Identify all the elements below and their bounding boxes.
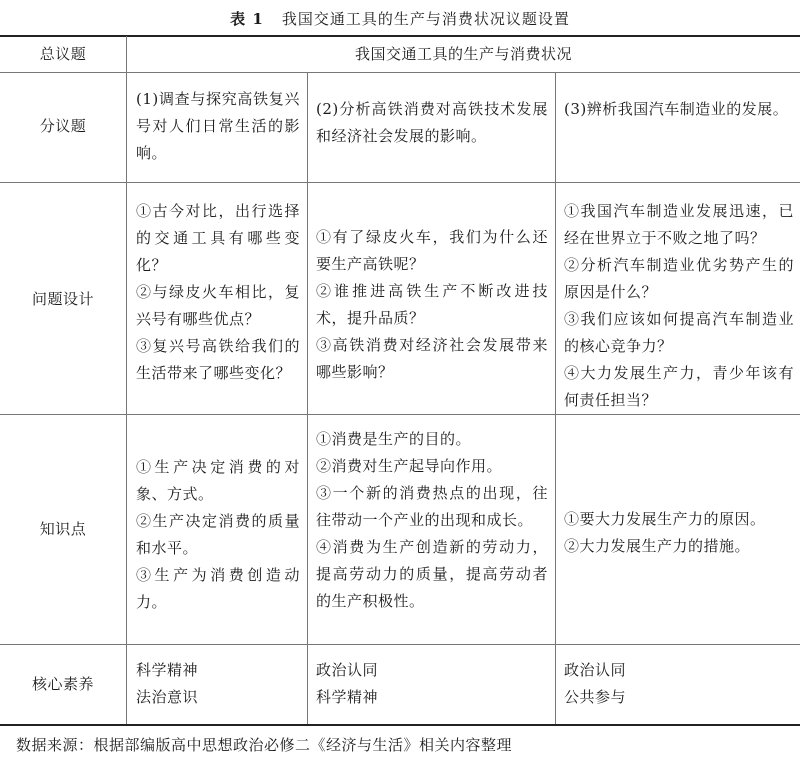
question-item: ①我国汽车制造业发展迅速，已经在世界立于不败之地了吗？ bbox=[564, 202, 794, 247]
header-row-label: 总议题 bbox=[39, 45, 87, 63]
literacy-cell bbox=[316, 657, 548, 711]
sub-topic-1: (1)调查与探究高铁复兴号对人们日常生活的影响。 bbox=[136, 90, 300, 162]
knowledge-item: ③一个新的消费热点的出现，往往带动一个产业的出现和成长。 bbox=[316, 484, 548, 529]
knowledge-item: ④消费为生产创造新的劳动力，提高劳动力的质量，提高劳动者的生产积极性。 bbox=[316, 538, 548, 610]
literacy-item: 科学精神 bbox=[136, 661, 199, 679]
literacy-item: 法治意识 bbox=[136, 688, 199, 706]
row-divider bbox=[0, 644, 800, 645]
table-title: 我国交通工具的生产与消费状况议题设置 bbox=[281, 10, 570, 28]
literacy-item: 政治认同 bbox=[564, 661, 627, 679]
knowledge-cell bbox=[316, 426, 548, 615]
question-item: ②分析汽车制造业优劣势产生的原因是什么？ bbox=[564, 256, 794, 301]
sub-topic-3: (3)辨析我国汽车制造业的发展。 bbox=[564, 100, 789, 118]
literacy-item: 科学精神 bbox=[316, 688, 379, 706]
top-rule bbox=[0, 35, 800, 37]
column-divider bbox=[555, 182, 556, 724]
question-item: ②谁推进高铁生产不断改进技术，提升品质？ bbox=[316, 282, 548, 327]
column-divider bbox=[307, 72, 308, 182]
knowledge-cell bbox=[136, 454, 300, 616]
literacy-item: 公共参与 bbox=[564, 688, 627, 706]
knowledge-item: ②大力发展生产力的措施。 bbox=[564, 537, 751, 555]
sub-topic-2: (2)分析高铁消费对高铁技术发展和经济社会发展的影响。 bbox=[316, 100, 548, 145]
row-divider bbox=[0, 72, 800, 73]
row-divider bbox=[0, 182, 800, 183]
knowledge-item: ②生产决定消费的质量和水平。 bbox=[136, 512, 300, 557]
literacy-row-label: 核心素养 bbox=[31, 675, 94, 693]
column-divider bbox=[555, 72, 556, 182]
bottom-rule bbox=[0, 724, 800, 726]
column-divider bbox=[126, 36, 127, 724]
questions-cell bbox=[564, 198, 794, 414]
knowledge-item: ①消费是生产的目的。 bbox=[316, 430, 472, 448]
literacy-cell bbox=[136, 657, 300, 711]
knowledge-item: ③生产为消费创造动力。 bbox=[136, 566, 300, 611]
knowledge-cell bbox=[564, 506, 794, 560]
question-item: ①有了绿皮火车，我们为什么还要生产高铁呢？ bbox=[316, 228, 548, 273]
literacy-cell bbox=[564, 657, 794, 711]
knowledge-item: ①要大力发展生产力的原因。 bbox=[564, 510, 766, 528]
questions-cell bbox=[136, 198, 300, 387]
knowledge-item: ②消费对生产起导向作用。 bbox=[316, 457, 503, 475]
main-topic: 我国交通工具的生产与消费状况 bbox=[354, 45, 572, 63]
questions-cell bbox=[316, 224, 548, 386]
column-divider bbox=[307, 182, 308, 724]
sub-topics-row-label: 分议题 bbox=[39, 117, 87, 135]
question-item: ①古今对比，出行选择的交通工具有哪些变化？ bbox=[136, 202, 300, 274]
question-item: ③高铁消费对经济社会发展带来哪些影响？ bbox=[316, 336, 548, 381]
question-item: ③我们应该如何提高汽车制造业的核心竞争力？ bbox=[564, 310, 794, 355]
literacy-item: 政治认同 bbox=[316, 661, 379, 679]
question-item: ④大力发展生产力，青少年该有何责任担当？ bbox=[564, 364, 794, 409]
table-caption bbox=[0, 8, 800, 29]
source-note: 数据来源：根据部编版高中思想政治必修二《经济与生活》相关内容整理 bbox=[16, 736, 513, 754]
row-divider bbox=[0, 414, 800, 415]
table-number: 表 1 bbox=[230, 10, 264, 28]
question-item: ③复兴号高铁给我们的生活带来了哪些变化？ bbox=[136, 337, 300, 382]
questions-row-label: 问题设计 bbox=[31, 290, 94, 308]
knowledge-item: ①生产决定消费的对象、方式。 bbox=[136, 458, 300, 503]
knowledge-row-label: 知识点 bbox=[39, 520, 87, 538]
question-item: ②与绿皮火车相比，复兴号有哪些优点？ bbox=[136, 283, 300, 328]
